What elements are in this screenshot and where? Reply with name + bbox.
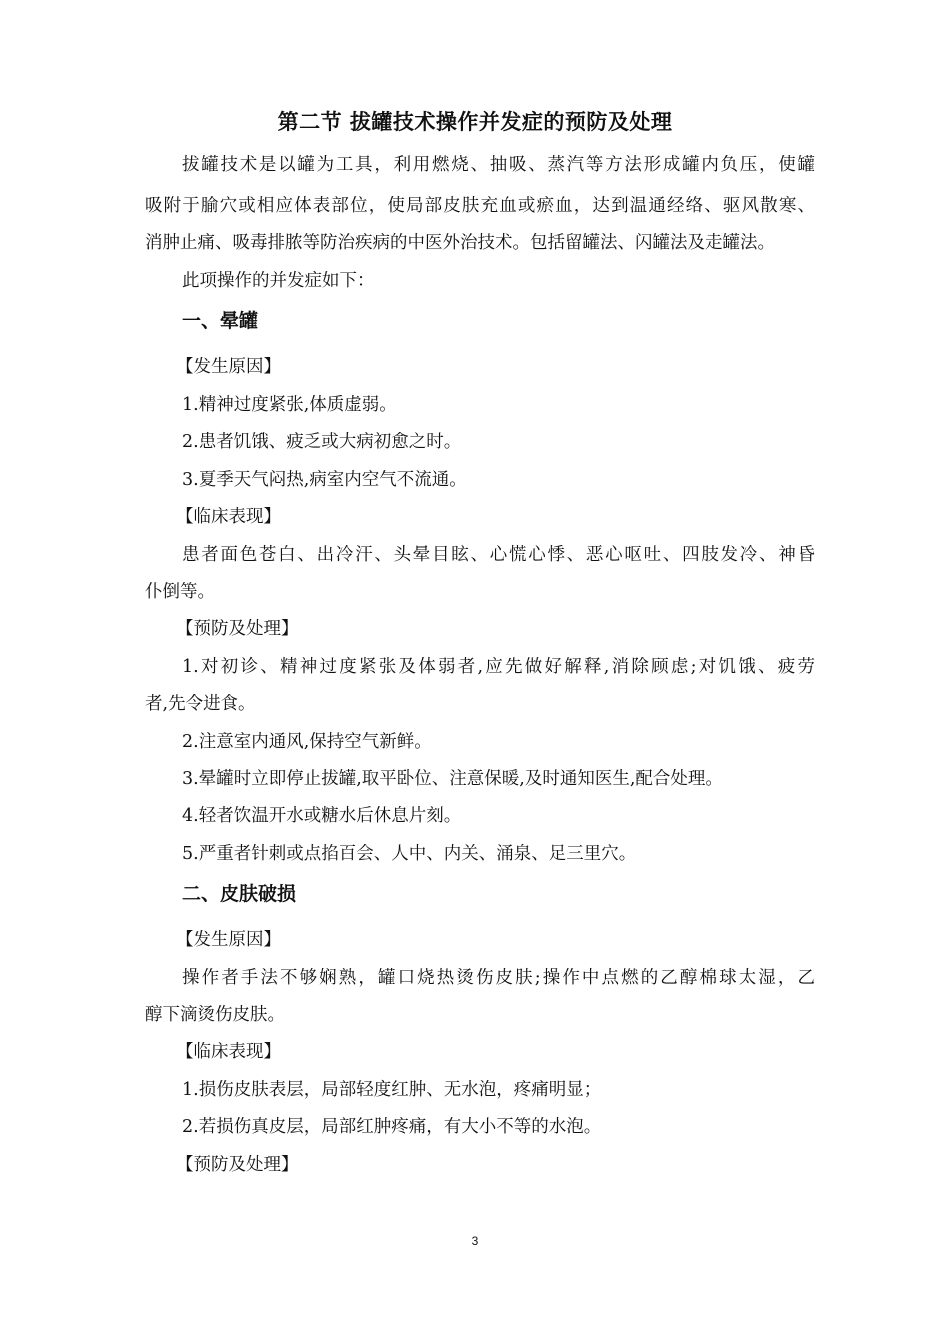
section-1-cause-1: 1.精神过度紧张,体质虚弱。 <box>182 395 397 415</box>
intro-line-4: 此项操作的并发症如下： <box>182 271 375 291</box>
section-1-heading: 一、晕罐 <box>182 310 259 332</box>
section-2-clinical-1: 1.损伤皮肤表层，局部轻度红肿、无水泡，疼痛明显； <box>182 1080 602 1100</box>
section-2-clinical-2: 2.若损伤真皮层，局部红肿疼痛，有大小不等的水泡。 <box>182 1117 602 1137</box>
section-2-clinical-label: 【临床表现】 <box>176 1042 281 1062</box>
section-1-prevention-3: 3.晕罐时立即停止拔罐,取平卧位、注意保暖,及时通知医生,配合处理。 <box>182 769 723 789</box>
section-1-cause-3: 3.夏季天气闷热,病室内空气不流通。 <box>182 470 467 490</box>
section-1-prevention-2: 2.注意室内通风,保持空气新鲜。 <box>182 732 432 752</box>
section-1-cause-label: 【发生原因】 <box>176 357 281 377</box>
section-2-heading: 二、皮肤破损 <box>182 883 297 905</box>
section-1-clinical-1: 患者面色苍白、出冷汗、头晕目眩、心慌心悸、恶心呕吐、四肢发冷、神昏 <box>182 545 815 565</box>
section-1-clinical-2: 仆倒等。 <box>145 582 215 602</box>
section-1-cause-2: 2.患者饥饿、疲乏或大病初愈之时。 <box>182 432 462 452</box>
section-1-prevention-5: 5.严重者针刺或点掐百会、人中、内关、涌泉、足三里穴。 <box>182 844 637 864</box>
section-1-prevention-label: 【预防及处理】 <box>176 619 299 639</box>
section-1-prevention-4: 4.轻者饮温开水或糖水后休息片刻。 <box>182 806 462 826</box>
page-number: 3 <box>471 1234 479 1248</box>
section-title: 第二节 拔罐技术操作并发症的预防及处理 <box>277 110 673 134</box>
intro-line-1: 拔罐技术是以罐为工具，利用燃烧、抽吸、蒸汽等方法形成罐内负压，使罐 <box>182 155 815 175</box>
section-1-prevention-1: 1.对初诊、精神过度紧张及体弱者,应先做好解释,消除顾虑;对饥饿、疲劳 <box>182 657 815 677</box>
intro-line-2: 吸附于腧穴或相应体表部位，使局部皮肤充血或瘀血，达到温通经络、驱风散寒、 <box>145 196 815 216</box>
intro-line-3: 消肿止痛、吸毒排脓等防治疾病的中医外治技术。包括留罐法、闪罐法及走罐法。 <box>145 233 775 253</box>
section-1-clinical-label: 【临床表现】 <box>176 507 281 527</box>
section-2-cause-1: 操作者手法不够娴熟，罐口烧热烫伤皮肤;操作中点燃的乙醇棉球太湿，乙 <box>182 968 815 988</box>
section-2-prevention-label: 【预防及处理】 <box>176 1155 299 1175</box>
section-2-cause-label: 【发生原因】 <box>176 930 281 950</box>
section-2-cause-1-cont: 醇下滴烫伤皮肤。 <box>145 1005 285 1025</box>
section-1-prevention-1-cont: 者,先令进食。 <box>145 694 256 714</box>
